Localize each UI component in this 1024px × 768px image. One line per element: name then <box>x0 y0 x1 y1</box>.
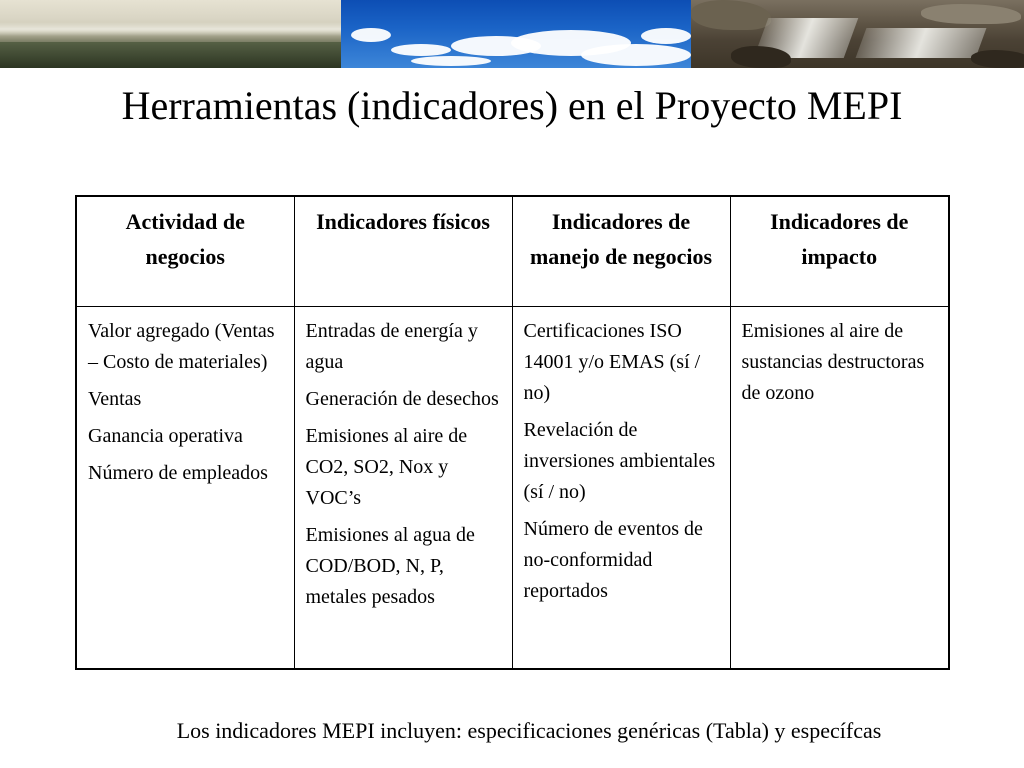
list-item: Entradas de energía y agua <box>305 319 478 373</box>
list-item: Valor agregado (Ventas – Costo de materiales) <box>88 319 275 373</box>
cell-business-activity <box>76 306 294 669</box>
list-item: Emisiones al agua de COD/BOD, N, P, metales pesados <box>305 523 475 608</box>
list-item: Emisiones al aire de CO2, SO2, Nox y VOC’s <box>305 424 468 509</box>
list-item: Número de empleados <box>88 461 268 484</box>
slide-title: Herramientas (indicadores) en el Proyecto MEPI <box>121 83 903 128</box>
header-banner <box>0 0 1024 68</box>
cell-management-indicators <box>512 306 730 669</box>
waterfall-image <box>691 0 1024 68</box>
header-impact-indicators: Indicadores de impacto <box>730 196 949 306</box>
header-management-indicators: Indicadores de manejo de negocios <box>512 196 730 306</box>
indicators-table <box>75 195 950 670</box>
cell-physical-indicators <box>294 306 512 669</box>
list-item: Revelación de inversiones ambientales (sí / no) <box>523 418 716 503</box>
list-item: Certificaciones ISO 14001 y/o EMAS (sí / no) <box>523 319 701 404</box>
slide-footnote: Los indicadores MEPI incluyen: especificaciones genéricas (Tabla) y específcas <box>176 718 882 743</box>
list-item: Número de eventos de no-conformidad reportados <box>523 517 703 602</box>
indicators-table-container <box>75 195 950 670</box>
horizon-landscape-image <box>0 0 341 68</box>
list-item: Generación de desechos <box>305 387 499 410</box>
header-business-activity: Actividad de negocios <box>76 196 294 306</box>
sky-clouds-image <box>341 0 691 68</box>
cell-impact-indicators <box>730 306 949 669</box>
table-row <box>76 306 949 669</box>
list-item: Ganancia operativa <box>88 424 243 447</box>
header-physical-indicators: Indicadores físicos <box>294 196 512 306</box>
table-header-row <box>76 196 949 306</box>
list-item: Emisiones al aire de sustancias destructoras de ozono <box>741 319 925 404</box>
list-item: Ventas <box>88 387 142 410</box>
